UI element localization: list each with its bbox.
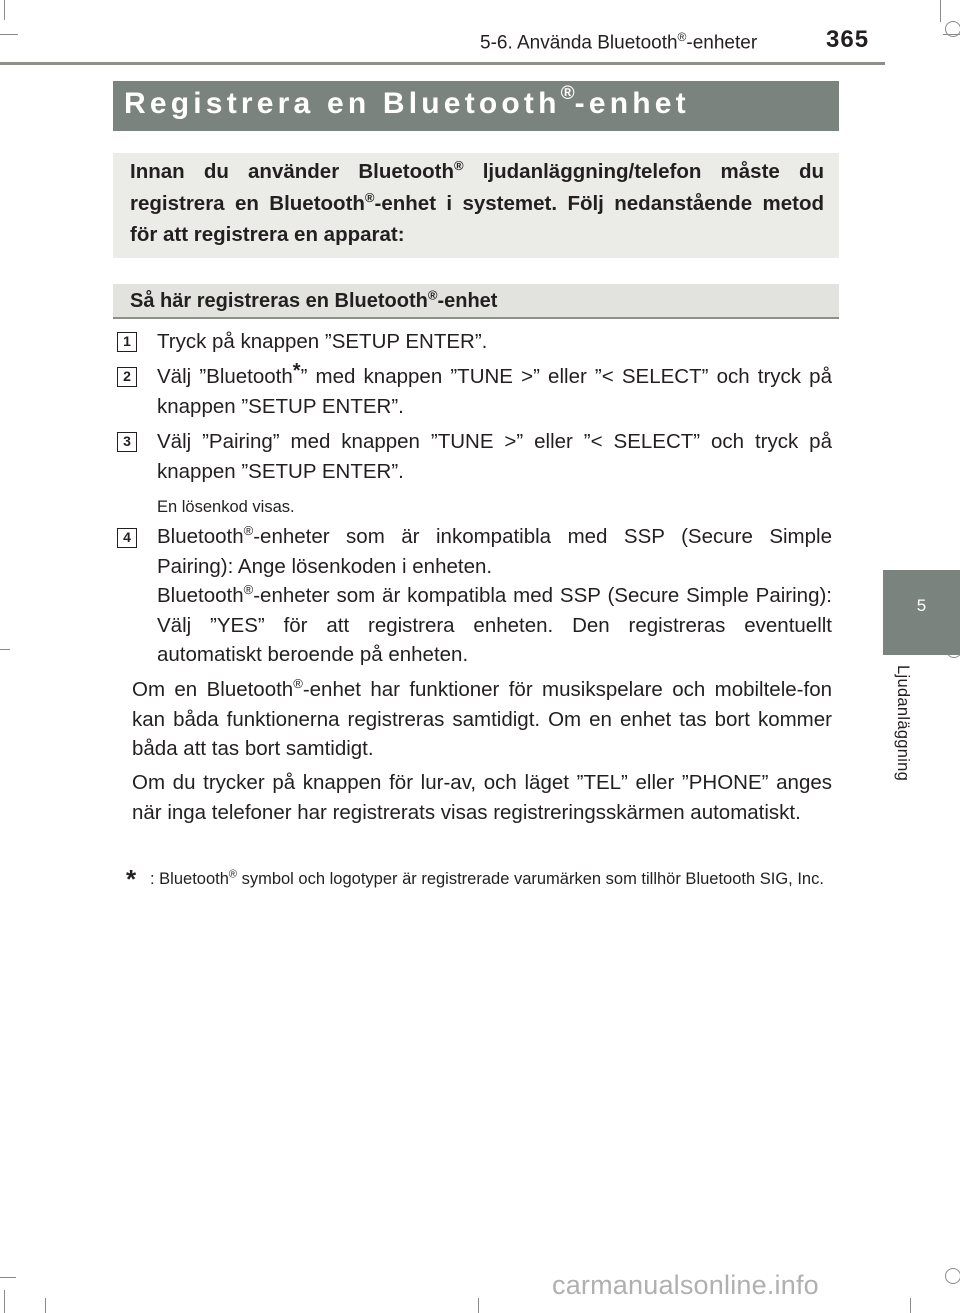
intro-text-part: Innan du använder Bluetooth bbox=[130, 160, 454, 183]
registered-mark: ® bbox=[293, 676, 303, 692]
step-text-part: Välj ”Bluetooth bbox=[157, 365, 293, 388]
footnote-text-part: : Bluetooth bbox=[150, 870, 229, 888]
registered-mark: ® bbox=[677, 30, 687, 44]
step-text bbox=[157, 522, 832, 581]
footnote-asterisk: * bbox=[126, 864, 137, 894]
step-note: En lösenkod visas. bbox=[157, 498, 295, 516]
running-header bbox=[480, 30, 757, 54]
registered-mark: ® bbox=[427, 287, 438, 303]
registered-mark: ® bbox=[243, 523, 254, 539]
body-paragraph: Om du trycker på knappen för lur-av, och läget ”TEL” eller ”PHONE” anges när inga telefoner har registrerats visas registreringsskärmen automatiskt. bbox=[132, 771, 832, 824]
crop-mark bbox=[940, 0, 941, 22]
subheading-text: Så här registreras en Bluetooth bbox=[130, 290, 428, 312]
crop-mark bbox=[0, 34, 18, 35]
chapter-label-wrap bbox=[883, 665, 915, 805]
crop-mark bbox=[4, 0, 5, 20]
registered-mark: ® bbox=[364, 189, 375, 205]
registration-mark bbox=[945, 1268, 960, 1284]
step-text-part: Bluetooth bbox=[157, 584, 244, 607]
step-number: 3 bbox=[117, 432, 137, 452]
running-header-suffix: -enheter bbox=[686, 32, 758, 54]
crop-mark bbox=[4, 1290, 5, 1313]
crop-mark bbox=[910, 1298, 911, 1313]
chapter-label: Ljudanläggning bbox=[894, 665, 912, 782]
section-title bbox=[124, 84, 690, 124]
step-text-part: Bluetooth bbox=[157, 525, 244, 548]
section-title-suffix: -enhet bbox=[574, 87, 690, 120]
section-title-text: Registrera en Bluetooth bbox=[124, 87, 561, 120]
paragraph-text-part: -enhet har funktioner för musikspelare och mobiltele-fon kan båda funktionerna registreras samtidigt. Om en enhet tas bort kommer båda att tas bort samtidigt. bbox=[132, 678, 832, 760]
running-header-text: 5-6. Använda Bluetooth bbox=[480, 32, 678, 54]
crop-mark bbox=[45, 1298, 46, 1313]
step-number: 1 bbox=[117, 332, 137, 352]
page-number: 365 bbox=[826, 26, 870, 53]
footnote-text-part: symbol och logotyper är registrerade varumärken som tillhör Bluetooth SIG, Inc. bbox=[237, 870, 824, 888]
footnote-text bbox=[150, 866, 832, 893]
paragraph-text-part: Om en Bluetooth bbox=[132, 678, 294, 701]
crop-mark bbox=[0, 1277, 16, 1278]
body-paragraph bbox=[132, 675, 832, 764]
intro-text-part: -enhet i systemet. Följ nedanstående metod för att registrera en apparat: bbox=[130, 191, 824, 246]
asterisk-mark: * bbox=[292, 360, 301, 382]
crop-mark bbox=[478, 1298, 479, 1313]
registered-mark: ® bbox=[228, 868, 237, 881]
registration-mark bbox=[945, 21, 960, 37]
step-text bbox=[157, 362, 832, 421]
step-text bbox=[157, 581, 832, 670]
step-number: 2 bbox=[117, 367, 137, 387]
step-text-part: -enheter som är kompatibla med SSP (Secure Simple Pairing): Välj ”YES” för att registrera enheten. Den registreras eventuellt automatiskt beroende på enheten. bbox=[157, 584, 832, 666]
header-rule bbox=[0, 62, 885, 65]
watermark: carmanualsonline.info bbox=[552, 1270, 819, 1300]
crop-mark bbox=[0, 649, 10, 650]
subheading-suffix: -enhet bbox=[437, 290, 498, 312]
step-text-part: -enheter som är inkompatibla med SSP (Secure Simple Pairing): Ange lösenkoden i enheten. bbox=[157, 525, 832, 578]
registered-mark: ® bbox=[243, 582, 254, 598]
registered-mark: ® bbox=[560, 83, 575, 104]
chapter-number: 5 bbox=[916, 596, 927, 615]
step-text: Tryck på knappen ”SETUP ENTER”. bbox=[157, 330, 488, 353]
step-text: Välj ”Pairing” med knappen ”TUNE >” eller ”< SELECT” och tryck på knappen ”SETUP ENTER”. bbox=[157, 430, 832, 483]
step-number: 4 bbox=[117, 528, 137, 548]
intro-text-part: ljudanläggning/telefon måste du registrera en Bluetooth bbox=[130, 160, 825, 215]
step-text-part: ” med knappen ”TUNE >” eller ”< SELECT” och tryck på knappen ”SETUP ENTER”. bbox=[157, 365, 832, 418]
registered-mark: ® bbox=[453, 158, 464, 174]
subheading bbox=[130, 287, 497, 315]
intro-text bbox=[130, 156, 824, 251]
